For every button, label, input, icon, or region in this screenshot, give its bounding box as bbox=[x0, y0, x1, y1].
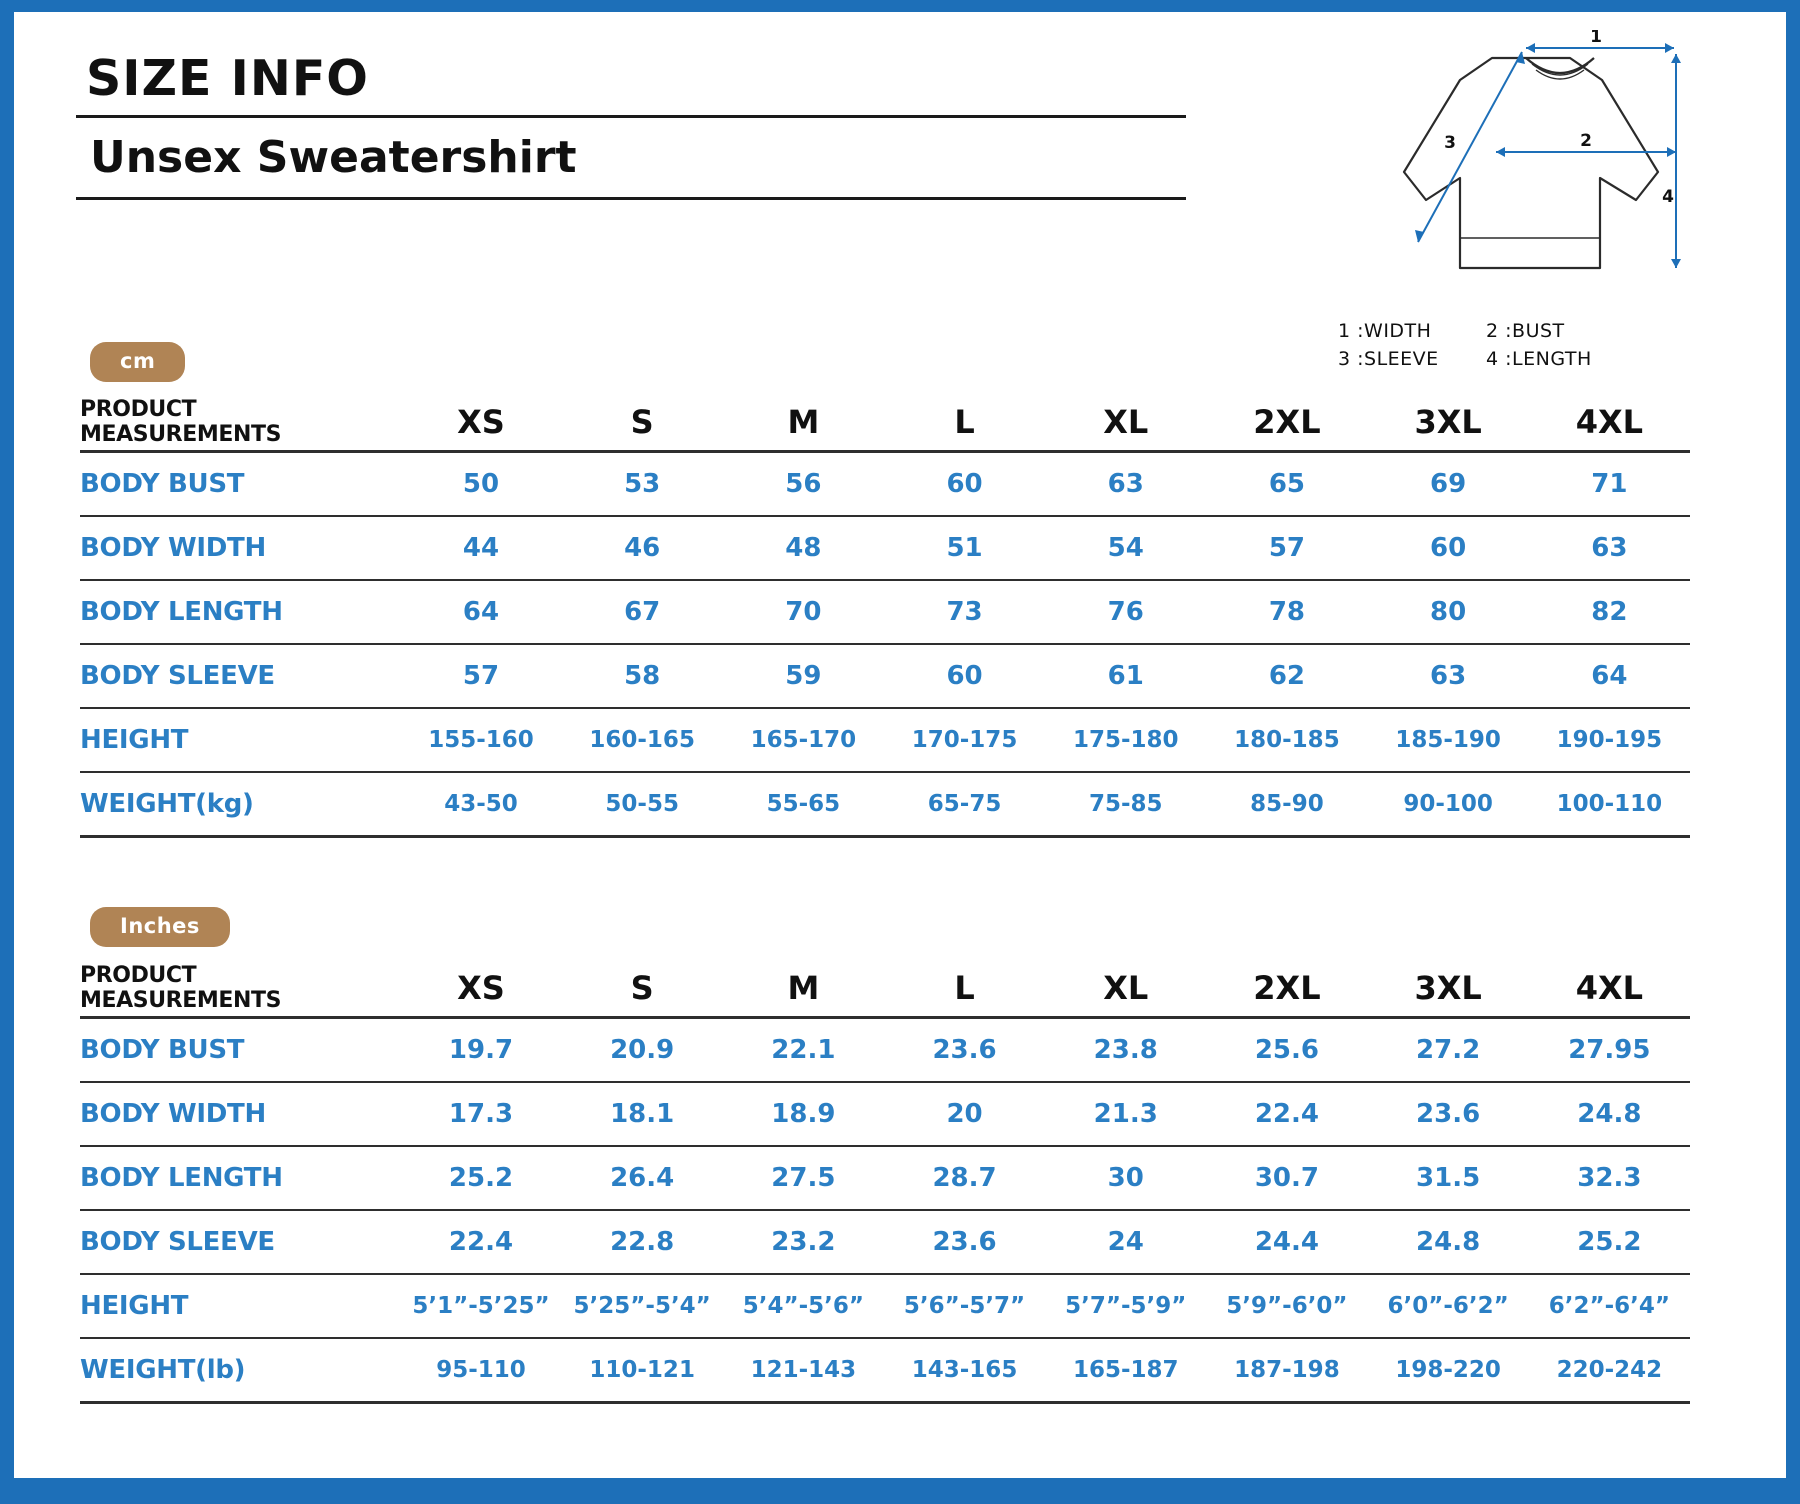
header-size-2xl: 2XL bbox=[1206, 394, 1367, 452]
legend-length: 4 :LENGTH bbox=[1486, 348, 1592, 370]
cell: 190-195 bbox=[1529, 708, 1690, 772]
cell: 60 bbox=[1368, 516, 1529, 580]
row-label: WEIGHT(kg) bbox=[80, 772, 400, 837]
table-header-row bbox=[80, 394, 1690, 452]
cell: 57 bbox=[1206, 516, 1367, 580]
cell: 121-143 bbox=[723, 1338, 884, 1403]
svg-text:3: 3 bbox=[1444, 133, 1456, 153]
table-row bbox=[80, 1210, 1690, 1274]
size-table-cm bbox=[80, 394, 1690, 838]
header-size-4xl: 4XL bbox=[1529, 960, 1690, 1018]
legend-bust: 2 :BUST bbox=[1486, 320, 1565, 342]
cell: 24.4 bbox=[1206, 1210, 1367, 1274]
cell: 32.3 bbox=[1529, 1146, 1690, 1210]
cell: 25.2 bbox=[1529, 1210, 1690, 1274]
cell: 21.3 bbox=[1045, 1082, 1206, 1146]
table-header-row bbox=[80, 960, 1690, 1018]
cell: 27.5 bbox=[723, 1146, 884, 1210]
header-size-xl: XL bbox=[1045, 960, 1206, 1018]
cell: 110-121 bbox=[562, 1338, 723, 1403]
cell: 25.6 bbox=[1206, 1018, 1367, 1083]
legend-sleeve: 3 :SLEEVE bbox=[1338, 348, 1439, 370]
header-size-l: L bbox=[884, 394, 1045, 452]
table-row bbox=[80, 1082, 1690, 1146]
table-row bbox=[80, 1146, 1690, 1210]
cell: 198-220 bbox=[1368, 1338, 1529, 1403]
row-label: WEIGHT(lb) bbox=[80, 1338, 400, 1403]
cell: 180-185 bbox=[1206, 708, 1367, 772]
header-product-measurements: PRODUCT MEASUREMENTS bbox=[80, 394, 400, 452]
cell: 143-165 bbox=[884, 1338, 1045, 1403]
cell: 75-85 bbox=[1045, 772, 1206, 837]
cell: 50-55 bbox=[562, 772, 723, 837]
cell: 59 bbox=[723, 644, 884, 708]
row-label: HEIGHT bbox=[80, 1274, 400, 1338]
cell: 69 bbox=[1368, 452, 1529, 517]
cell: 60 bbox=[884, 452, 1045, 517]
cell: 28.7 bbox=[884, 1146, 1045, 1210]
cell: 63 bbox=[1045, 452, 1206, 517]
header-size-m: M bbox=[723, 394, 884, 452]
cell: 187-198 bbox=[1206, 1338, 1367, 1403]
cell: 67 bbox=[562, 580, 723, 644]
header-size-2xl: 2XL bbox=[1206, 960, 1367, 1018]
unit-badge-inches-wrap bbox=[90, 907, 230, 947]
cell: 19.7 bbox=[400, 1018, 561, 1083]
header-size-3xl: 3XL bbox=[1368, 394, 1529, 452]
cell: 23.2 bbox=[723, 1210, 884, 1274]
cell: 62 bbox=[1206, 644, 1367, 708]
header-size-s: S bbox=[562, 960, 723, 1018]
cell: 54 bbox=[1045, 516, 1206, 580]
cell: 63 bbox=[1529, 516, 1690, 580]
header-size-l: L bbox=[884, 960, 1045, 1018]
cell: 24.8 bbox=[1529, 1082, 1690, 1146]
cell: 20 bbox=[884, 1082, 1045, 1146]
cell: 76 bbox=[1045, 580, 1206, 644]
header-size-xs: XS bbox=[400, 960, 561, 1018]
header-size-xs: XS bbox=[400, 394, 561, 452]
cell: 5’6”-5’7” bbox=[884, 1274, 1045, 1338]
cell: 46 bbox=[562, 516, 723, 580]
header-size-s: S bbox=[562, 394, 723, 452]
header-size-m: M bbox=[723, 960, 884, 1018]
cell: 64 bbox=[1529, 644, 1690, 708]
unit-badge-cm: cm bbox=[90, 342, 185, 382]
cell: 22.4 bbox=[1206, 1082, 1367, 1146]
cell: 155-160 bbox=[400, 708, 561, 772]
table-row bbox=[80, 1274, 1690, 1338]
cell: 22.4 bbox=[400, 1210, 561, 1274]
table-row bbox=[80, 1338, 1690, 1403]
cell: 25.2 bbox=[400, 1146, 561, 1210]
cell: 90-100 bbox=[1368, 772, 1529, 837]
table-row bbox=[80, 580, 1690, 644]
cell: 185-190 bbox=[1368, 708, 1529, 772]
cell: 17.3 bbox=[400, 1082, 561, 1146]
cell: 160-165 bbox=[562, 708, 723, 772]
row-label: BODY WIDTH bbox=[80, 516, 400, 580]
row-label: HEIGHT bbox=[80, 708, 400, 772]
garment-diagram bbox=[1330, 30, 1750, 370]
cell: 82 bbox=[1529, 580, 1690, 644]
legend-row bbox=[1338, 320, 1758, 342]
cell: 23.8 bbox=[1045, 1018, 1206, 1083]
cell: 6’2”-6’4” bbox=[1529, 1274, 1690, 1338]
page-content bbox=[28, 12, 1800, 1478]
cell: 5’25”-5’4” bbox=[562, 1274, 723, 1338]
cell: 64 bbox=[400, 580, 561, 644]
cell: 57 bbox=[400, 644, 561, 708]
cell: 95-110 bbox=[400, 1338, 561, 1403]
header-size-xl: XL bbox=[1045, 394, 1206, 452]
cell: 220-242 bbox=[1529, 1338, 1690, 1403]
title-divider-bottom bbox=[76, 197, 1186, 200]
cell: 18.9 bbox=[723, 1082, 884, 1146]
cell: 22.8 bbox=[562, 1210, 723, 1274]
product-name: Unsex Sweatershirt bbox=[90, 132, 577, 183]
title-block bbox=[76, 50, 1196, 200]
cell: 53 bbox=[562, 452, 723, 517]
cell: 60 bbox=[884, 644, 1045, 708]
row-label: BODY SLEEVE bbox=[80, 644, 400, 708]
cell: 30.7 bbox=[1206, 1146, 1367, 1210]
bottom-border bbox=[14, 1478, 1800, 1504]
cell: 20.9 bbox=[562, 1018, 723, 1083]
cell: 30 bbox=[1045, 1146, 1206, 1210]
cell: 5’4”-5’6” bbox=[723, 1274, 884, 1338]
page-title: SIZE INFO bbox=[86, 50, 369, 107]
table-row bbox=[80, 708, 1690, 772]
header-size-4xl: 4XL bbox=[1529, 394, 1690, 452]
svg-text:2: 2 bbox=[1580, 131, 1592, 151]
cell: 65 bbox=[1206, 452, 1367, 517]
top-border bbox=[14, 0, 1800, 12]
size-table-inches bbox=[80, 960, 1690, 1404]
cell: 170-175 bbox=[884, 708, 1045, 772]
cell: 78 bbox=[1206, 580, 1367, 644]
cell: 26.4 bbox=[562, 1146, 723, 1210]
svg-text:1: 1 bbox=[1590, 30, 1602, 47]
cell: 61 bbox=[1045, 644, 1206, 708]
cell: 50 bbox=[400, 452, 561, 517]
cell: 24 bbox=[1045, 1210, 1206, 1274]
table-row bbox=[80, 772, 1690, 837]
header-product-measurements: PRODUCT MEASUREMENTS bbox=[80, 960, 400, 1018]
cell: 6’0”-6’2” bbox=[1368, 1274, 1529, 1338]
cell: 63 bbox=[1368, 644, 1529, 708]
cell: 55-65 bbox=[723, 772, 884, 837]
cell: 51 bbox=[884, 516, 1045, 580]
table-row bbox=[80, 1018, 1690, 1083]
cell: 22.1 bbox=[723, 1018, 884, 1083]
cell: 18.1 bbox=[562, 1082, 723, 1146]
svg-text:4: 4 bbox=[1662, 187, 1674, 207]
row-label: BODY BUST bbox=[80, 1018, 400, 1083]
cell: 23.6 bbox=[1368, 1082, 1529, 1146]
row-label: BODY SLEEVE bbox=[80, 1210, 400, 1274]
diagram-legend bbox=[1338, 320, 1758, 376]
row-label: BODY BUST bbox=[80, 452, 400, 517]
cell: 70 bbox=[723, 580, 884, 644]
cell: 100-110 bbox=[1529, 772, 1690, 837]
sweatshirt-illustration bbox=[1330, 30, 1750, 320]
cell: 58 bbox=[562, 644, 723, 708]
cell: 5’9”-6’0” bbox=[1206, 1274, 1367, 1338]
row-label: BODY LENGTH bbox=[80, 580, 400, 644]
legend-row bbox=[1338, 348, 1758, 370]
cell: 71 bbox=[1529, 452, 1690, 517]
table-row bbox=[80, 644, 1690, 708]
cell: 165-187 bbox=[1045, 1338, 1206, 1403]
legend-width: 1 :WIDTH bbox=[1338, 320, 1432, 342]
row-label: BODY WIDTH bbox=[80, 1082, 400, 1146]
cell: 175-180 bbox=[1045, 708, 1206, 772]
cell: 65-75 bbox=[884, 772, 1045, 837]
cell: 27.2 bbox=[1368, 1018, 1529, 1083]
cell: 85-90 bbox=[1206, 772, 1367, 837]
cell: 43-50 bbox=[400, 772, 561, 837]
cell: 23.6 bbox=[884, 1210, 1045, 1274]
cell: 165-170 bbox=[723, 708, 884, 772]
cell: 27.95 bbox=[1529, 1018, 1690, 1083]
row-label: BODY LENGTH bbox=[80, 1146, 400, 1210]
table-row bbox=[80, 516, 1690, 580]
cell: 23.6 bbox=[884, 1018, 1045, 1083]
unit-badge-inches: Inches bbox=[90, 907, 230, 947]
cell: 56 bbox=[723, 452, 884, 517]
cell: 31.5 bbox=[1368, 1146, 1529, 1210]
cell: 5’1”-5’25” bbox=[400, 1274, 561, 1338]
cell: 48 bbox=[723, 516, 884, 580]
cell: 24.8 bbox=[1368, 1210, 1529, 1274]
cell: 73 bbox=[884, 580, 1045, 644]
header-size-3xl: 3XL bbox=[1368, 960, 1529, 1018]
cell: 44 bbox=[400, 516, 561, 580]
cell: 80 bbox=[1368, 580, 1529, 644]
unit-badge-cm-wrap bbox=[90, 342, 185, 382]
table-row bbox=[80, 452, 1690, 517]
cell: 5’7”-5’9” bbox=[1045, 1274, 1206, 1338]
